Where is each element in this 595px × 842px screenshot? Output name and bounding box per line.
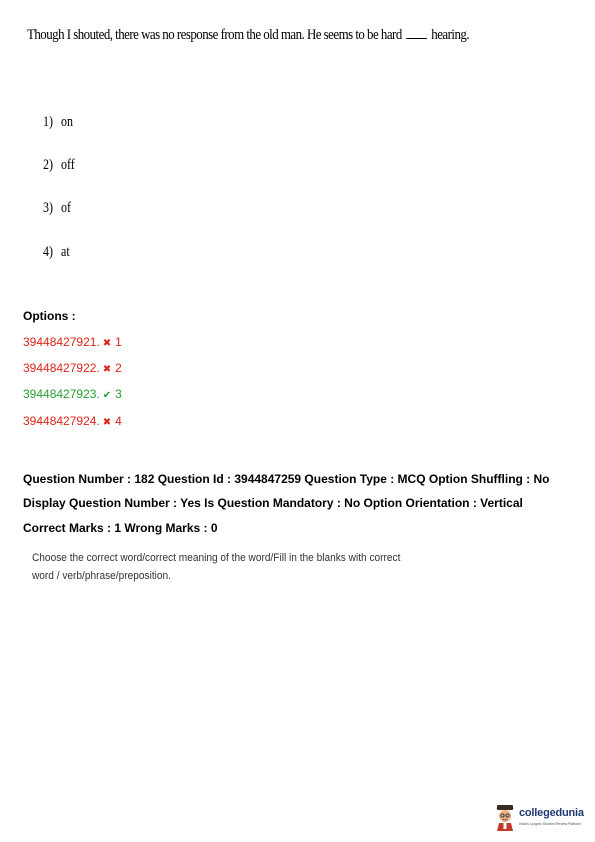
choice-text: off [61, 157, 75, 173]
choice-1 [43, 114, 73, 131]
question-meta-line-1: Question Number : 182 Question Id : 3944847259 Question Type : MCQ Option Shuffling : No [23, 472, 550, 486]
choice-number: 2) [43, 157, 53, 173]
choice-number: 3) [43, 200, 53, 216]
option-value: 3 [115, 387, 122, 401]
choice-text: on [61, 114, 73, 130]
options-heading: Options : [23, 309, 76, 323]
cross-icon: ✖ [102, 364, 112, 375]
student-mascot-icon [494, 803, 516, 831]
option-id: 39448427921. [23, 335, 100, 349]
question-meta-line-3: Correct Marks : 1 Wrong Marks : 0 [23, 521, 218, 535]
instruction-text: Choose the correct word/correct meaning of the word/Fill in the blanks with correct word / verb/phrase/preposition. [32, 552, 401, 582]
question-text [27, 26, 470, 44]
question-text-before: Though I shouted, there was no response from the old man. He seems to be hard [27, 27, 402, 43]
choice-number: 1) [43, 114, 53, 130]
option-row [23, 387, 122, 401]
choice-text: of [61, 200, 71, 216]
cross-icon: ✖ [102, 338, 112, 349]
option-id: 39448427924. [23, 414, 100, 428]
option-id: 39448427923. [23, 387, 100, 401]
option-value: 2 [115, 361, 122, 375]
option-row [23, 361, 122, 375]
cross-icon: ✖ [102, 417, 112, 428]
choice-text: at [61, 244, 70, 260]
choice-number: 4) [43, 244, 53, 260]
collegedunia-logo [494, 803, 590, 833]
answer-blank [406, 26, 427, 39]
option-row [23, 414, 122, 428]
question-meta-line-2: Display Question Number : Yes Is Question Mandatory : No Option Orientation : Vertical [23, 496, 523, 510]
question-text-after: hearing. [431, 27, 470, 43]
option-id: 39448427922. [23, 361, 100, 375]
logo-name: collegedunia [519, 807, 584, 819]
logo-tagline: India's Largest Student Review Platform [519, 822, 582, 826]
check-icon: ✔ [102, 390, 112, 401]
option-value: 4 [115, 414, 122, 428]
choice-3 [43, 200, 71, 217]
choice-4 [43, 244, 70, 261]
option-value: 1 [115, 335, 122, 349]
choice-2 [43, 157, 75, 174]
option-row [23, 335, 122, 349]
